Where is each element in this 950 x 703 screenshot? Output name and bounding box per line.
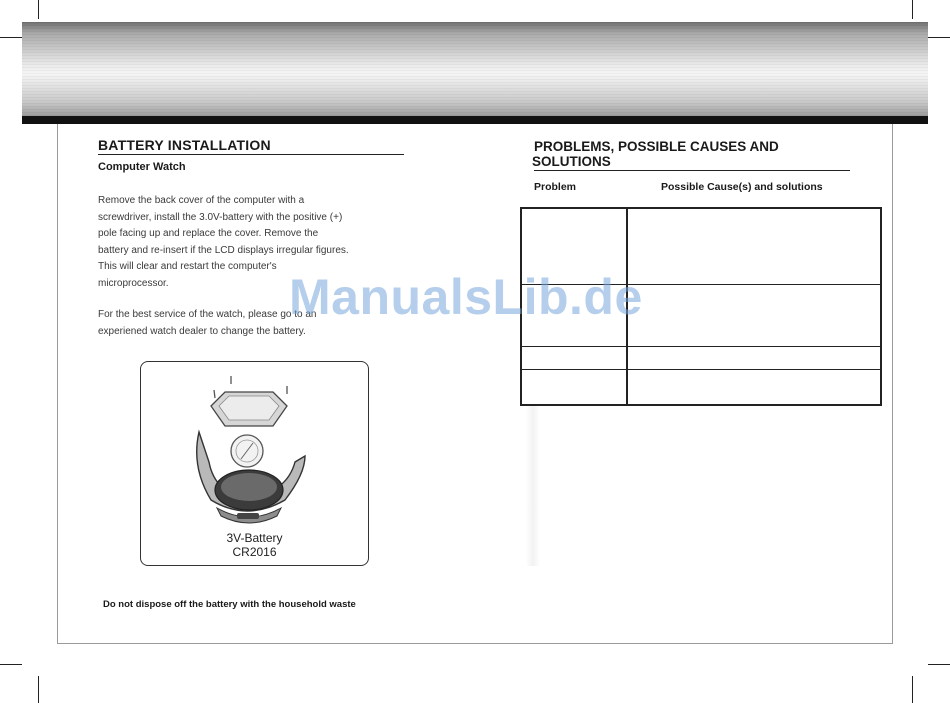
battery-type-label: 3V-Battery xyxy=(226,531,283,545)
column-header-problem: Problem xyxy=(534,181,577,193)
paragraph-line: experiened watch dealer to change the battery. xyxy=(98,325,306,337)
crop-mark xyxy=(0,664,22,665)
crop-mark xyxy=(38,676,39,703)
crop-mark xyxy=(38,0,39,19)
battery-installation-title: BATTERY INSTALLATION xyxy=(98,137,404,155)
column-header-causes: Possible Cause(s) and solutions xyxy=(661,181,823,193)
problems-title-line: PROBLEMS, POSSIBLE CAUSES AND xyxy=(534,139,779,154)
computer-watch-subtitle: Computer Watch xyxy=(98,161,186,173)
paragraph-line: microprocessor. xyxy=(98,277,169,289)
paragraph-line: For the best service of the watch, please go to an xyxy=(98,309,317,320)
crop-mark xyxy=(0,37,22,38)
battery-model-label: CR2016 xyxy=(232,545,277,559)
coin-battery-icon xyxy=(231,435,263,467)
paragraph-line: screwdriver, install the 3.0V-battery with the positive (+) xyxy=(98,211,343,223)
scan-shadow xyxy=(526,406,540,566)
watch-battery-illustration xyxy=(141,362,367,532)
paragraph-line: This will clear and restart the computer's xyxy=(98,261,277,272)
crop-mark xyxy=(912,676,913,703)
problems-title xyxy=(534,139,850,171)
table-row xyxy=(522,347,880,370)
battery-caption xyxy=(140,531,369,559)
disposal-warning: Do not dispose off the battery with the household waste xyxy=(103,599,356,610)
brushed-metal-header xyxy=(22,22,928,116)
problems-title-line: SOLUTIONS xyxy=(532,154,611,169)
crop-mark xyxy=(928,37,950,38)
header-rule xyxy=(22,116,928,124)
paragraph-line: pole facing up and replace the cover. Remove the xyxy=(98,228,319,239)
crop-mark xyxy=(928,664,950,665)
paragraph-line: battery and re-insert if the LCD displays irregular figures. xyxy=(98,244,349,256)
crop-mark xyxy=(912,0,913,19)
manualslib-watermark: ManualsLib.de xyxy=(289,269,643,325)
table-row xyxy=(522,370,880,404)
paragraph-line: Remove the back cover of the computer with a xyxy=(98,195,305,206)
